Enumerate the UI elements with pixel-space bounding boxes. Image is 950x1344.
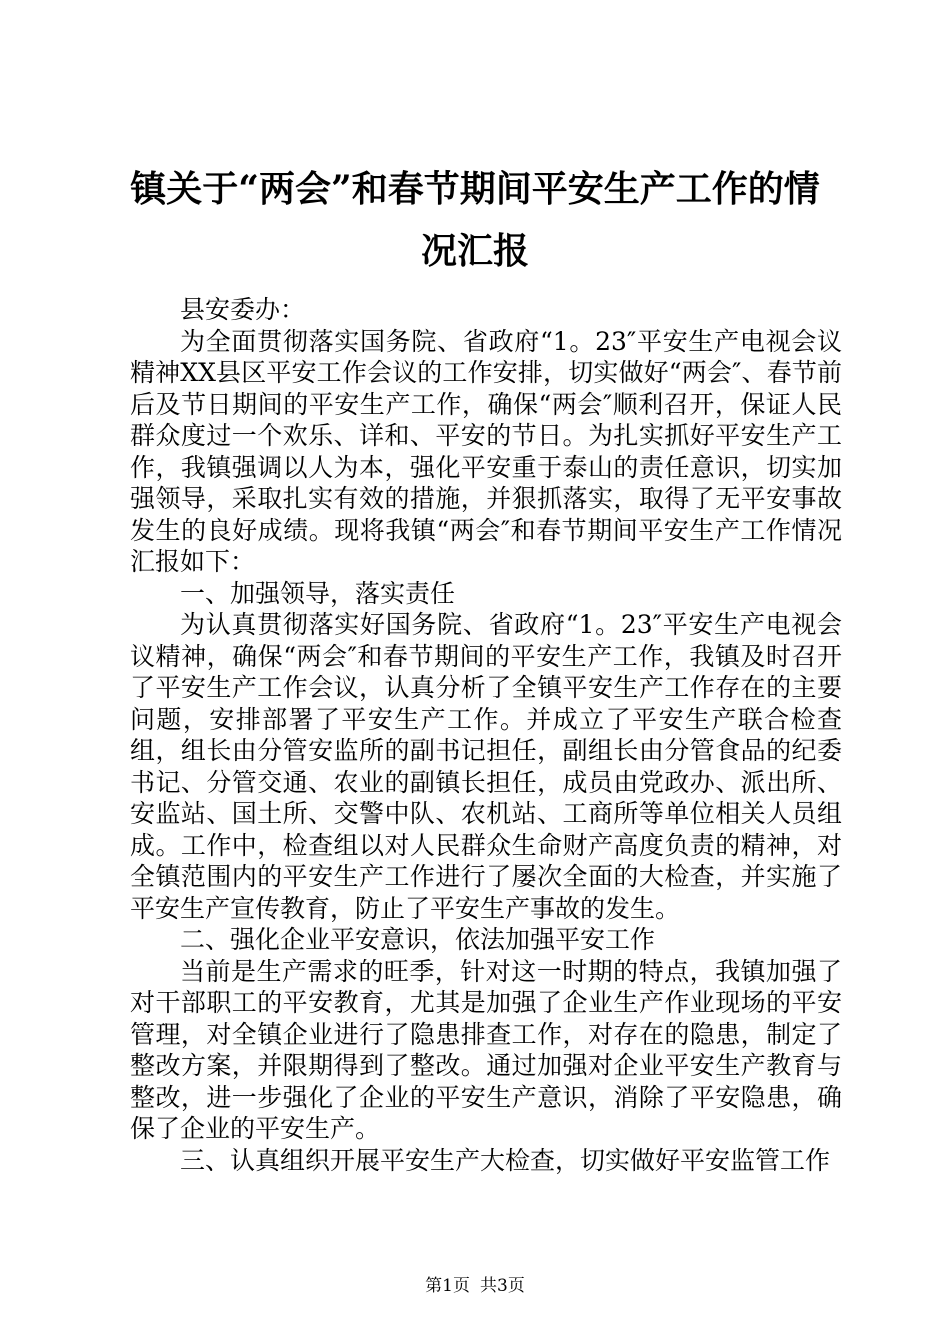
paragraph-intro: 为全面贯彻落实国务院、省政府“1。23″平安生产电视会议精神XX县区平安工作会议的工作安排，切实做好“两会″、春节前后及节日期间的平安生产工作，确保“两会″顺利召开，保证人民群众度过一个欢乐、详和、平安的节日。为扎实抓好平安生产工作，我镇强调以人为本，强化平安重于泰山的责任意识，切实加强领导，采取扎实有效的措施，并狠抓落实，取得了无平安事故发生的良好成绩。现将我镇“两会″和春节期间平安生产工作情况汇报如下： [130, 326, 842, 576]
paragraph-section-2: 当前是生产需求的旺季，针对这一时期的特点，我镇加强了对干部职工的平安教育，尤其是加强了企业生产作业现场的平安管理，对全镇企业进行了隐患排查工作，对存在的隐患，制定了整改方案，并限期得到了整改。通过加强对企业平安生产教育与整改，进一步强化了企业的平安生产意识，消除了平安隐患，确保了企业的平安生产。 [130, 956, 842, 1143]
section-heading-3: 三、认真组织开展平安生产大检查，切实做好平安监管工作 [180, 1145, 831, 1175]
title-line-1: 镇关于“两会”和春节期间平安生产工作的情 [130, 168, 820, 210]
page-footer [0, 1275, 950, 1297]
addressee: 县安委办： [180, 295, 306, 324]
document-title [110, 158, 840, 282]
paragraph-section-1: 为认真贯彻落实好国务院、省政府“1。23″平安生产电视会议精神，确保“两会″和春节期间的平安生产工作，我镇及时召开了平安生产工作会议，认真分析了全镇平安生产工作存在的主要问题，安排部署了平安生产工作。并成立了平安生产联合检查组，组长由分管安监所的副书记担任，副组长由分管食品的纪委书记、分管交通、农业的副镇长担任，成员由党政办、派出所、安监站、国土所、交警中队、农机站、工商所等单位相关人员组成。工作中，检查组以对人民群众生命财产高度负责的精神，对全镇范围内的平安生产工作进行了屡次全面的大检查，并实施了平安生产宣传教育，防止了平安生产事故的发生。 [130, 610, 842, 923]
title-line-2: 况汇报 [420, 230, 529, 272]
document-body [130, 294, 842, 1176]
section-heading-1: 一、加强领导，落实责任 [180, 578, 456, 608]
page-number: 第1页 [425, 1276, 470, 1296]
section-heading-2: 二、强化企业平安意识，依法加强平安工作 [180, 925, 656, 954]
page-total: 共3页 [480, 1276, 525, 1296]
